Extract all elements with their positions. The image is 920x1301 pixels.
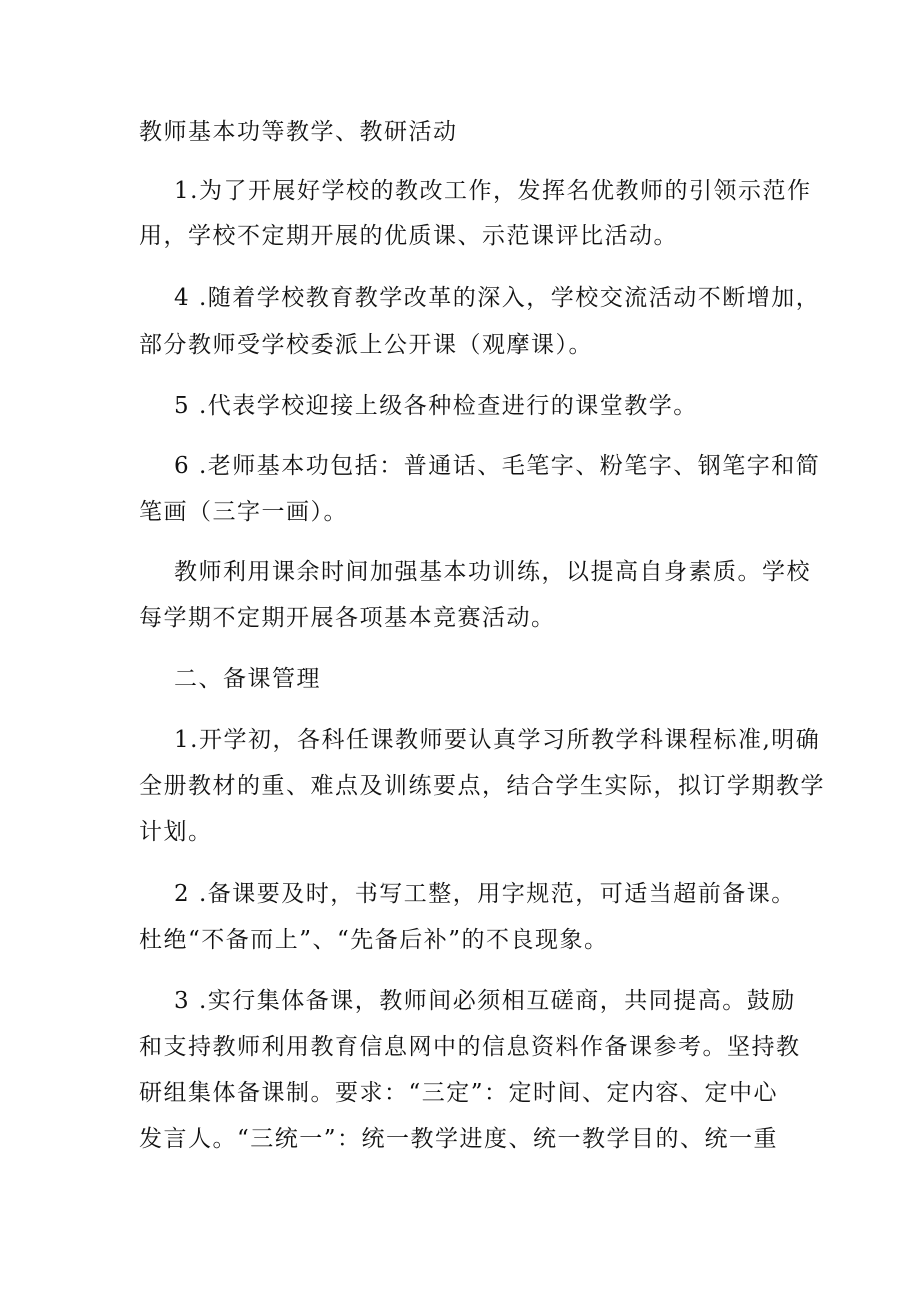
text-line: 部分教师受学校委派上公开课（观摩课）。 [139,332,593,358]
text-line: 5 .代表学校迎接上级各种检查进行的课堂教学。 [174,393,698,419]
text-line: 教师利用课余时间加强基本功训练，以提高自身素质。学校 [174,559,811,585]
text-line: 1.开学初，各科任课教师要认真学习所教学科课程标准,明确 [174,727,821,753]
section-heading: 二、备课管理 [174,666,321,692]
text-line: 4 .随着学校教育教学改革的深入，学校交流活动不断增加， [174,285,821,311]
text-line: 每学期不定期开展各项基本竞赛活动。 [139,605,556,631]
text-line: 笔画（三字一画）。 [139,499,348,525]
text-line: 3 .实行集体备课，教师间必须相互磋商，共同提高。鼓励 [174,988,796,1014]
text-line: 全册教材的重、难点及训练要点，结合学生实际，拟订学期教学 [139,773,825,799]
text-line: 杜绝“不备而上”、“先备后补”的不良现象。 [139,927,609,953]
text-line: 6 .老师基本功包括：普通话、毛笔字、粉笔字、钢笔字和简 [174,453,821,479]
text-line: 研组集体备课制。要求：“三定”：定时间、定内容、定中心 [139,1080,779,1106]
text-line: 2 .备课要及时，书写工整，用字规范，可适当超前备课。 [174,881,796,907]
text-line: 发言人。“三统一”：统一教学进度、统一教学目的、统一重 [139,1126,779,1152]
text-line: 计划。 [139,819,213,845]
text-line: 1.为了开展好学校的教改工作，发挥名优教师的引领示范作 [174,178,812,204]
text-line: 教师基本功等教学、教研活动 [139,119,458,145]
text-line: 用，学校不定期开展的优质课、示范课评比活动。 [139,223,678,249]
text-line: 和支持教师利用教育信息网中的信息资料作备课参考。坚持教 [139,1034,801,1060]
